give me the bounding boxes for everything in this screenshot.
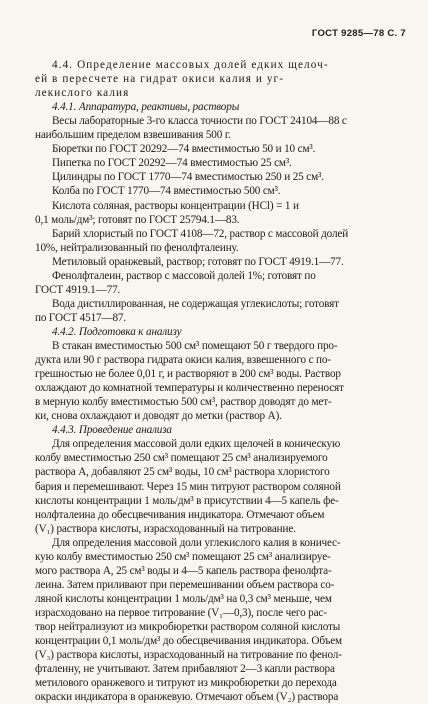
text-line: твор нейтрализуют из микробюретки раствором соляной кислоты (35, 621, 341, 633)
text-line: фталеину, не учитывают. Затем прибавляют 2—3 капли раствора (35, 663, 335, 676)
text-line: (V₁) раствора кислоты, израсходованный на титрование. (35, 522, 296, 535)
text-line: метилового оранжевого и титруют из микробюретки до перехода (35, 677, 337, 690)
text-line: Для определения массовой доли едких щелочей в коническую (52, 438, 341, 451)
text-line: нолфталеина до обесцвечивания индикатора. Отмечают объем (35, 508, 325, 521)
text-line: грешностью не более 0,01 г, и растворяют в 200 см³ воды. Раствор (35, 368, 341, 381)
text-line: 0,1 моль/дм³; готовят по ГОСТ 25794.1—83. (35, 213, 240, 226)
text-line: ки, снова охлаждают и доводят до метки (раствор А). (35, 410, 282, 423)
text-line: бария и перемешивают. Через 15 мин титруют раствором соляной (35, 480, 341, 493)
text-line: раствора А, добавляют 25 см³ воды, 10 см³ раствора хлористого (35, 466, 330, 479)
text-line: Кислота соляная, растворы концентрации (HCl) = 1 и (52, 199, 299, 212)
text-line: мого раствора А, 25 см³ воды и 4—5 капель раствора фенолфта- (35, 564, 332, 577)
text-line: кислоты концентрации 1 моль/дм³ в присутствии 4—5 капель фе- (35, 494, 339, 507)
text-line: Вода дистиллированная, не содержащая углекислоты; готовят (52, 297, 339, 310)
text-line: Метиловый оранжевый, раствор; готовят по ГОСТ 4919.1—77. (52, 255, 344, 268)
text-line: 4.4.3. Проведение анализа (52, 424, 172, 437)
text-line: 4.4. Определение массовых долей едких щелоч- (52, 59, 329, 71)
text-line: кую колбу вместимостью 250 см³ помещают 25 см³ анализируе- (35, 550, 331, 563)
text-line: Цилиндры по ГОСТ 1770—74 вместимостью 250 и 25 см³. (52, 171, 324, 184)
text-line: в мерную колбу вместимостью 500 см³, раствор доводят до мет- (35, 396, 332, 409)
text-line: (V₃) раствора кислоты, израсходованный на титрование по фенол- (35, 649, 342, 662)
text-line: Барий хлористый по ГОСТ 4108—72, раствор с массовой долей (52, 227, 349, 240)
text-line: Пипетка по ГОСТ 20292—74 вместимостью 25 см³. (52, 157, 292, 170)
text-line: ей в пересчете на гидрат окиси калия и уг- (35, 73, 285, 86)
text-line: 10%, нейтрализованный по фенолфталеину. (35, 241, 239, 254)
text-line: 4.4.2. Подготовка к анализу (52, 325, 182, 338)
text-line: охлаждают до комнатной температуры и количественно переносят (35, 382, 344, 395)
text-line: Весы лабораторные 3-го класса точности по ГОСТ 24104—88 с (52, 115, 347, 128)
text-line: израсходовано на первое титрование (V₁—0,3), после чего рас- (35, 606, 327, 619)
text-line: В стакан вместимостью 500 см³ помещают 50 г твердого про- (52, 340, 338, 352)
page-header: ГОСТ 9285—78 С. 7 (311, 28, 406, 39)
text-line: наибольшим пределом взвешивания 500 г. (35, 129, 231, 142)
text-line: Колба по ГОСТ 1770—74 вместимостью 500 см³. (52, 185, 281, 198)
text-line: окраски индикатора в оранжевую. Отмечают объем (V₂) раствора (35, 691, 339, 704)
text-line: леина. Затем приливают при перемешивании объем раствора со- (35, 578, 335, 591)
text-line: ляной кислоты концентрации 1 моль/дм³ на 0,3 см³ меньше, чем (35, 592, 332, 605)
text-line: ГОСТ 4919.1—77. (35, 283, 121, 296)
text-line: 4.4.1. Аппаратура, реактивы, растворы (52, 101, 240, 114)
text-line: Бюретки по ГОСТ 20292—74 вместимостью 50 и 10 см³. (52, 143, 316, 156)
text-line: лекислого калия (35, 87, 130, 100)
text-line: по ГОСТ 4517—87. (35, 311, 127, 324)
text-line: концентрации 0,1 моль/дм³ до обесцвечивания индикатора. Объем (35, 635, 342, 648)
text-line: дукта или 90 г раствора гидрата окиси калия, взвешенного с по- (35, 354, 331, 367)
text-line: Фенолфталеин, раствор с массовой долей 1%; готовят по (52, 269, 316, 282)
text-line: Для определения массовой доли углекислого калия в коничес- (52, 536, 341, 549)
text-line: колбу вместимостью 250 см³ помещают 25 см³ анализируемого (35, 452, 328, 465)
